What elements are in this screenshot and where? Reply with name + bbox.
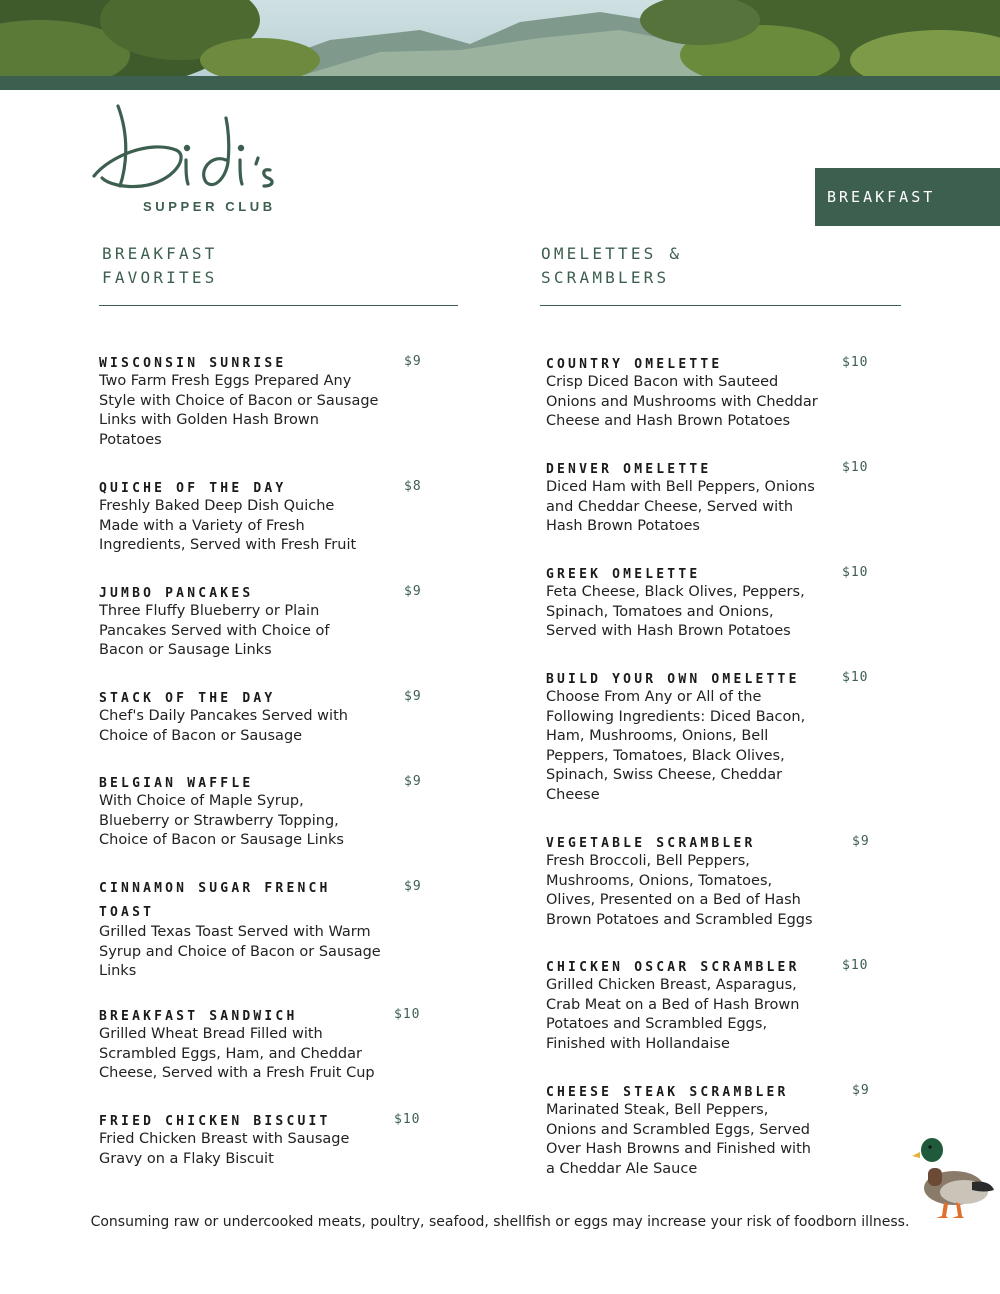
item-description: Feta Cheese, Black Olives, Peppers, Spinach, Tomatoes and Onions, Served with Hash Brown Potatoes — [546, 584, 805, 640]
item-description: Choose From Any or All of the Following Ingredients: Diced Bacon, Ham, Mushrooms, Onions, Bell Peppers, Tomatoes, Black Olives, Spinach, Swiss Cheese, Cheddar Cheese — [546, 689, 806, 803]
section-tab-breakfast: BREAKFAST — [815, 168, 1000, 226]
item-name: JUMBO PANCAKES — [99, 586, 254, 601]
item-price: $9 — [404, 584, 422, 599]
menu-item — [99, 582, 429, 661]
menu-item — [546, 1081, 876, 1179]
divider-favorites — [99, 305, 458, 306]
menu-item — [546, 353, 876, 432]
item-price: $9 — [404, 354, 422, 369]
item-price: $10 — [842, 670, 869, 685]
duck-illustration — [912, 1132, 996, 1220]
item-price: $9 — [404, 689, 422, 704]
menu-item — [546, 458, 876, 537]
menu-item — [99, 687, 429, 746]
heading-line-1: BREAKFAST — [102, 244, 218, 263]
menu-item — [99, 877, 429, 982]
item-name: BUILD YOUR OWN OMELETTE — [546, 672, 800, 687]
mallard-duck-icon — [912, 1132, 996, 1220]
item-price: $8 — [404, 479, 422, 494]
item-description: Two Farm Fresh Eggs Prepared Any Style with Choice of Bacon or Sausage Links with Golden Hash Brown Potatoes — [99, 373, 379, 448]
item-price: $10 — [842, 565, 869, 580]
item-description: Chef's Daily Pancakes Served with Choice of Bacon or Sausage — [99, 708, 348, 744]
item-name: GREEK OMELETTE — [546, 567, 701, 582]
item-description: Freshly Baked Deep Dish Quiche Made with a Variety of Fresh Ingredients, Served with Fresh Fruit — [99, 498, 357, 554]
item-description: Grilled Wheat Bread Filled with Scrambled Eggs, Ham, and Cheddar Cheese, Served with a Fresh Fruit Cup — [99, 1026, 375, 1082]
item-name: COUNTRY OMELETTE — [546, 357, 723, 372]
heading-line-2: FAVORITES — [102, 268, 218, 287]
item-price: $9 — [852, 834, 870, 849]
menu-item — [546, 563, 876, 642]
menu-item — [99, 1110, 429, 1169]
heading-omelettes-scramblers — [541, 242, 682, 290]
menu-item — [99, 1005, 429, 1084]
item-name: STACK OF THE DAY — [99, 691, 276, 706]
item-price: $10 — [842, 355, 869, 370]
logo-script — [90, 98, 290, 198]
menu-item — [546, 668, 876, 806]
heading-breakfast-favorites — [102, 242, 218, 290]
heading-line-2: SCRAMBLERS — [541, 268, 670, 287]
item-description: Grilled Chicken Breast, Asparagus, Crab Meat on a Bed of Hash Brown Potatoes and Scrambled Eggs, Finished with Hollandaise — [546, 977, 800, 1052]
item-name: WISCONSIN SUNRISE — [99, 356, 287, 371]
item-price: $9 — [404, 879, 422, 894]
item-description: Diced Ham with Bell Peppers, Onions and Cheddar Cheese, Served with Hash Brown Potatoes — [546, 479, 815, 535]
item-name: BELGIAN WAFFLE — [99, 776, 254, 791]
item-name: BREAKFAST SANDWICH — [99, 1009, 298, 1024]
item-price: $10 — [842, 958, 869, 973]
menu-item — [99, 477, 429, 556]
item-name: VEGETABLE SCRAMBLER — [546, 836, 756, 851]
menu-item — [99, 352, 429, 450]
header-band — [0, 76, 1000, 90]
menu-item — [546, 956, 876, 1054]
item-description: Grilled Texas Toast Served with Warm Syrup and Choice of Bacon or Sausage Links — [99, 924, 381, 980]
item-price: $10 — [394, 1007, 421, 1022]
item-description: Three Fluffy Blueberry or Plain Pancakes Served with Choice of Bacon or Sausage Links — [99, 603, 330, 659]
menu-item — [99, 772, 429, 851]
item-description: Fried Chicken Breast with Sausage Gravy on a Flaky Biscuit — [99, 1131, 350, 1167]
item-name: CHEESE STEAK SCRAMBLER — [546, 1085, 789, 1100]
item-description: Crisp Diced Bacon with Sauteed Onions and Mushrooms with Cheddar Cheese and Hash Brown Potatoes — [546, 374, 818, 430]
item-name: FRIED CHICKEN BISCUIT — [99, 1114, 331, 1129]
item-name: DENVER OMELETTE — [546, 462, 712, 477]
item-description: With Choice of Maple Syrup, Blueberry or Strawberry Topping, Choice of Bacon or Sausage Links — [99, 793, 344, 849]
logo-subtitle: SUPPER CLUB — [143, 199, 276, 214]
item-description: Fresh Broccoli, Bell Peppers, Mushrooms, Onions, Tomatoes, Olives, Presented on a Bed of Hash Brown Potatoes and Scrambled Eggs — [546, 853, 813, 928]
food-safety-notice: Consuming raw or undercooked meats, poultry, seafood, shellfish or eggs may increase your risk of foodborn illness. — [90, 1214, 910, 1230]
landscape-banner — [0, 0, 1000, 76]
item-price: $9 — [852, 1083, 870, 1098]
menu-item — [546, 832, 876, 930]
divider-omelettes — [540, 305, 901, 306]
heading-line-1: OMELETTES & — [541, 244, 683, 263]
item-description: Marinated Steak, Bell Peppers, Onions and Scrambled Eggs, Served Over Hash Browns and Finished with a Cheddar Ale Sauce — [546, 1102, 811, 1177]
item-name: QUICHE OF THE DAY — [99, 481, 287, 496]
item-price: $10 — [394, 1112, 421, 1127]
item-price: $9 — [404, 774, 422, 789]
item-price: $10 — [842, 460, 869, 475]
item-name: CINNAMON SUGAR FRENCH TOAST — [99, 881, 331, 920]
item-name: CHICKEN OSCAR SCRAMBLER — [546, 960, 800, 975]
landscape-painting — [0, 0, 1000, 76]
